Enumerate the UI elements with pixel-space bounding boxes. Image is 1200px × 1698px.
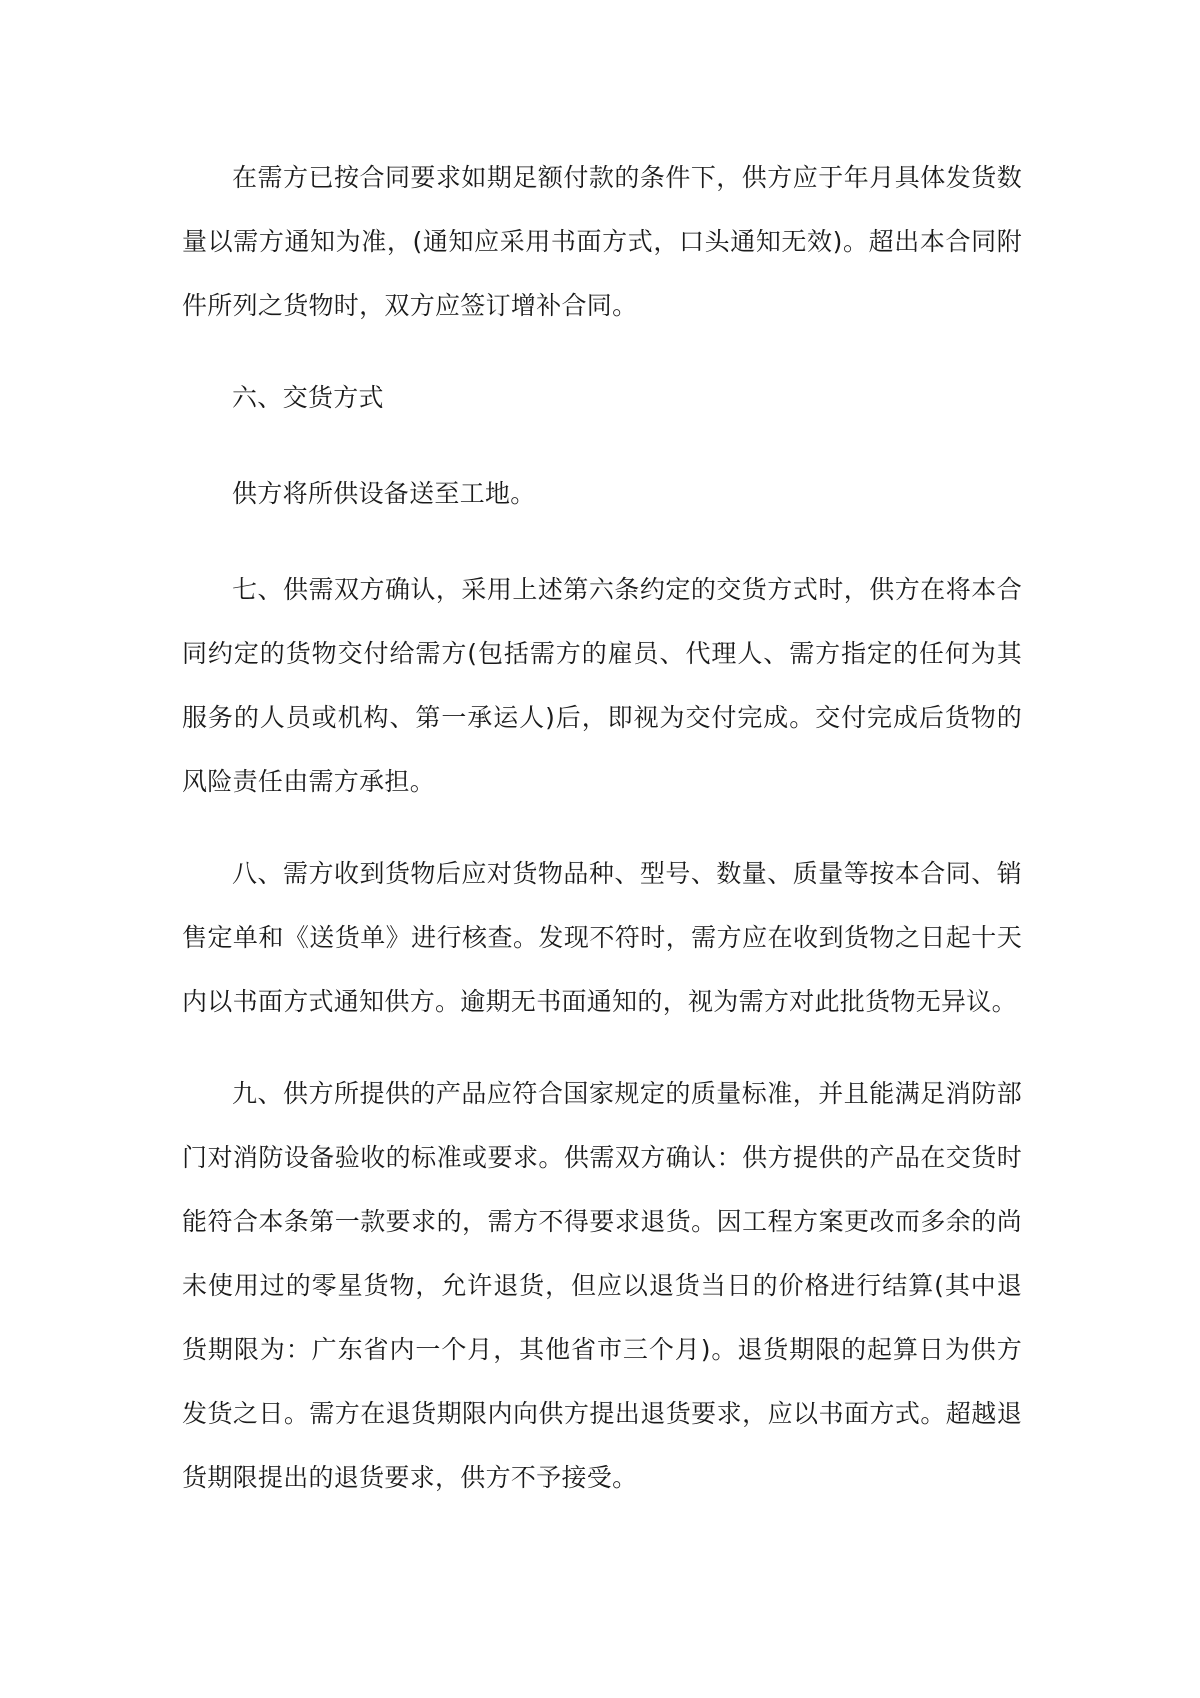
paragraph-clause-nine: 九、供方所提供的产品应符合国家规定的质量标准，并且能满足消防部门对消防设备验收的标准或要求。供需双方确认：供方提供的产品在交货时能符合本条第一款要求的，需方不得要求退货。因工程方案更改而多余的尚未使用过的零星货物，允许退货，但应以退货当日的价格进行结算(其中退货期限为：广东省内一个月，其他省市三个月)。退货期限的起算日为供方发货之日。需方在退货期限内向供方提出退货要求，应以书面方式。超越退货期限提出的退货要求，供方不予接受。 [182, 1079, 1022, 1492]
paragraph-delivery-site: 供方将所供设备送至工地。 [232, 479, 536, 508]
section-heading-delivery-method: 六、交货方式 [232, 383, 384, 412]
paragraph-delivery-quantity: 在需方已按合同要求如期足额付款的条件下，供方应于年月具体发货数量以需方通知为准，(通知应采用书面方式，口头通知无效)。超出本合同附件所列之货物时，双方应签订增补合同。 [182, 163, 1022, 320]
paragraph-clause-seven: 七、供需双方确认，采用上述第六条约定的交货方式时，供方在将本合同约定的货物交付给需方(包括需方的雇员、代理人、需方指定的任何为其服务的人员或机构、第一承运人)后，即视为交付完成。交付完成后货物的风险责任由需方承担。 [182, 575, 1022, 796]
paragraph-clause-eight: 八、需方收到货物后应对货物品种、型号、数量、质量等按本合同、销售定单和《送货单》进行核查。发现不符时，需方应在收到货物之日起十天内以书面方式通知供方。逾期无书面通知的，视为需方对此批货物无异议。 [182, 859, 1022, 1016]
